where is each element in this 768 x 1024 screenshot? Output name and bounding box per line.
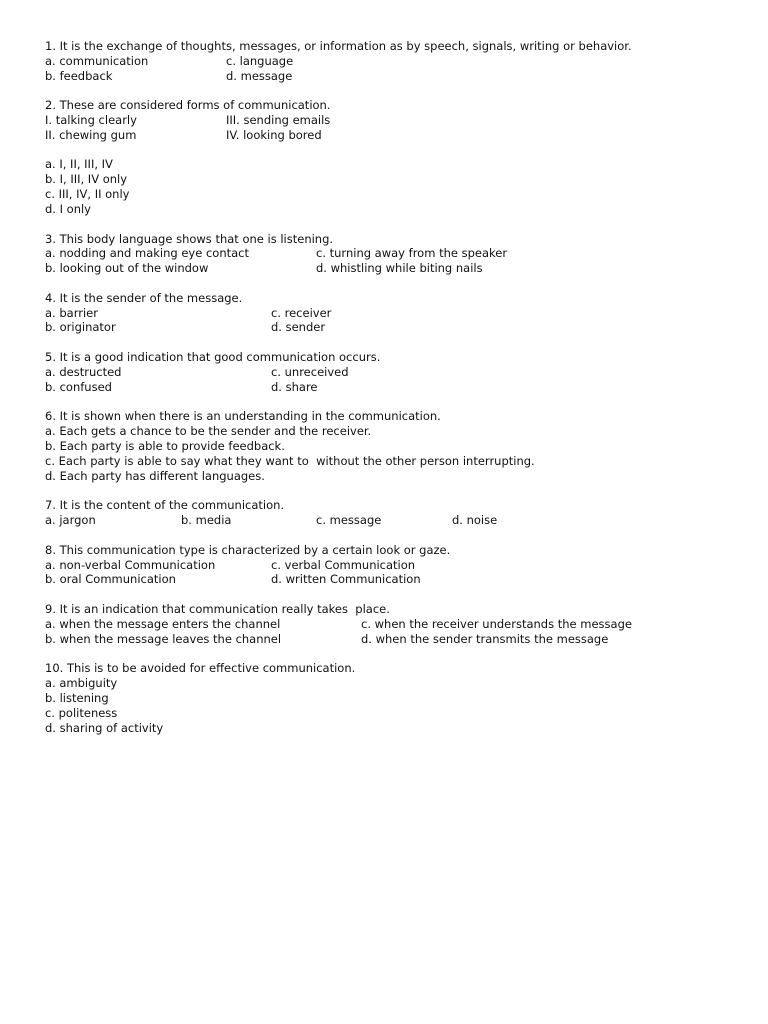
choice-b: b. Each party is able to provide feedback.	[45, 438, 285, 453]
question-9	[45, 602, 745, 646]
choice-b: b. oral Communication	[45, 572, 176, 587]
choice-d: d. whistling while biting nails	[316, 261, 483, 276]
choice-b: b. listening	[45, 690, 109, 705]
choice-row	[45, 632, 745, 647]
choice-c: c. unreceived	[271, 364, 349, 379]
choice-row	[45, 558, 745, 573]
question-10	[45, 661, 745, 735]
choice-d: d. sharing of activity	[45, 720, 164, 735]
choice-d: d. when the sender transmits the message	[361, 631, 609, 646]
choice-a: a. communication	[45, 53, 149, 68]
question-3	[45, 232, 745, 276]
question-1	[45, 39, 745, 83]
choice-b: b. feedback	[45, 68, 113, 83]
choice-row	[45, 572, 745, 587]
choice-row	[45, 246, 745, 261]
question-5	[45, 350, 745, 394]
choice-b: b. when the message leaves the channel	[45, 631, 282, 646]
question-4	[45, 291, 745, 335]
choice-b: b. looking out of the window	[45, 261, 209, 276]
choice-row	[45, 365, 745, 380]
choice-c: c. when the receiver understands the message	[361, 616, 632, 631]
choice-c: c. Each party is able to say what they want to without the other person interrupting.	[45, 453, 535, 468]
choice-c: c. message	[316, 513, 382, 528]
item-ii: II. chewing gum	[45, 127, 137, 142]
choice-d: d. sender	[271, 320, 326, 335]
choice-row	[45, 513, 745, 528]
choice-a: a. Each gets a chance to be the sender and the receiver.	[45, 424, 372, 439]
question-2	[45, 98, 745, 216]
question-stem: 2. These are considered forms of communication.	[45, 98, 331, 113]
item-row	[45, 128, 745, 143]
choice-d: d. noise	[452, 513, 498, 528]
choice-a: a. non-verbal Communication	[45, 557, 216, 572]
choice-b: b. originator	[45, 320, 116, 335]
question-stem: 5. It is a good indication that good communication occurs.	[45, 350, 381, 365]
choice-d: d. written Communication	[271, 572, 421, 587]
question-stem: 8. This communication type is characterized by a certain look or gaze.	[45, 542, 451, 557]
choice-b: b. media	[181, 513, 232, 528]
choice-row	[45, 320, 745, 335]
choice-d: d. Each party has different languages.	[45, 468, 265, 483]
question-stem: 9. It is an indication that communication really takes place.	[45, 602, 390, 617]
choice-row	[45, 306, 745, 321]
choice-c: c. III, IV, II only	[45, 187, 130, 202]
question-7	[45, 498, 745, 528]
choice-b: b. confused	[45, 379, 112, 394]
choice-c: c. politeness	[45, 705, 118, 720]
choice-b: b. I, III, IV only	[45, 172, 128, 187]
choice-a: a. barrier	[45, 305, 98, 320]
quiz-page	[45, 39, 745, 750]
choice-d: d. share	[271, 379, 318, 394]
spacer	[45, 143, 745, 158]
choice-row	[45, 261, 745, 276]
question-stem: 4. It is the sender of the message.	[45, 290, 243, 305]
choice-d: d. message	[226, 68, 293, 83]
item-iv: IV. looking bored	[226, 127, 322, 142]
question-stem: 3. This body language shows that one is listening.	[45, 231, 334, 246]
item-i: I. talking clearly	[45, 113, 137, 128]
choice-a: a. nodding and making eye contact	[45, 246, 250, 261]
choice-row	[45, 54, 745, 69]
choice-a: a. jargon	[45, 513, 96, 528]
item-iii: III. sending emails	[226, 113, 331, 128]
choice-d: d. I only	[45, 201, 91, 216]
choice-c: c. turning away from the speaker	[316, 246, 508, 261]
question-8	[45, 543, 745, 587]
question-6	[45, 409, 745, 483]
choice-a: a. when the message enters the channel	[45, 616, 281, 631]
choice-c: c. verbal Communication	[271, 557, 416, 572]
question-stem: 6. It is shown when there is an understanding in the communication.	[45, 409, 441, 424]
choice-c: c. receiver	[271, 305, 332, 320]
choice-c: c. language	[226, 53, 294, 68]
choice-row	[45, 617, 745, 632]
choice-a: a. destructed	[45, 364, 122, 379]
choice-row	[45, 69, 745, 84]
question-stem: 1. It is the exchange of thoughts, messages, or information as by speech, signals, writing or behavior.	[45, 39, 632, 53]
choice-a: a. I, II, III, IV	[45, 157, 113, 172]
question-stem: 7. It is the content of the communication.	[45, 498, 285, 513]
question-stem: 10. This is to be avoided for effective communication.	[45, 661, 356, 676]
choice-a: a. ambiguity	[45, 676, 118, 691]
choice-row	[45, 380, 745, 395]
item-row	[45, 113, 745, 128]
